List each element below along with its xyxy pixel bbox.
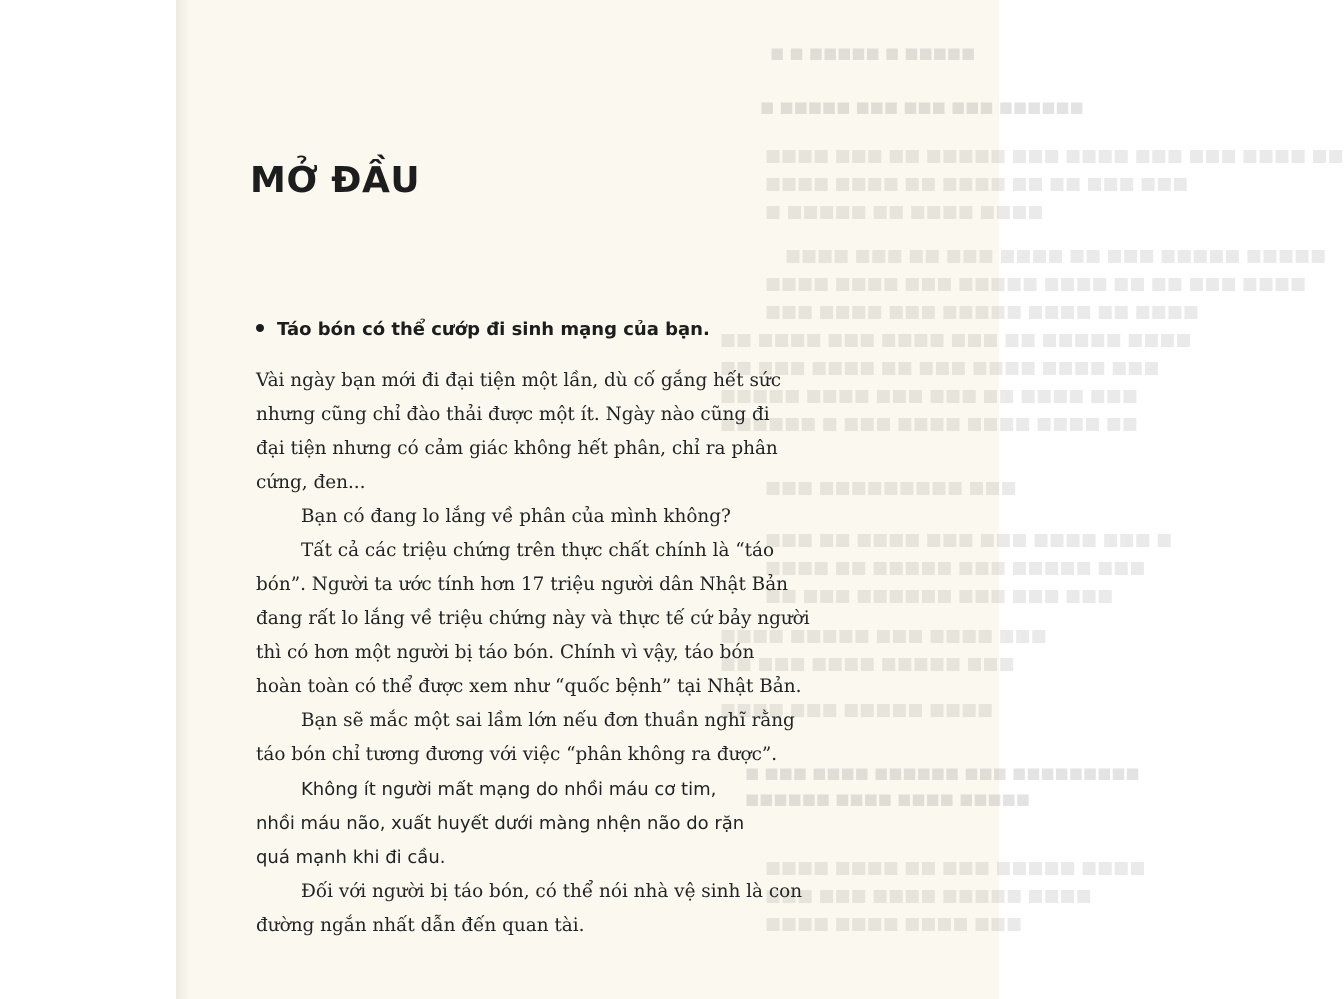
body-line: Tất cả các triệu chứng trên thực chất chính là “táo: [301, 540, 775, 561]
body-line: thì có hơn một người bị táo bón. Chính vì vậy, táo bón: [256, 642, 755, 663]
body-line: Bạn có đang lo lắng về phân của mình không?: [301, 506, 731, 527]
bullet-icon: [256, 324, 264, 332]
body-line: cứng, đen...: [256, 472, 366, 493]
body-line: hoàn toàn có thể được xem như “quốc bệnh” tại Nhật Bản.: [256, 676, 802, 697]
body-line: Bạn sẽ mắc một sai lầm lớn nếu đơn thuần nghĩ rằng: [301, 710, 795, 731]
body-line: táo bón chỉ tương đương với việc “phân không ra được”.: [256, 744, 778, 765]
body-line: đường ngắn nhất dẫn đến quan tài.: [256, 915, 585, 936]
body-line: Không ít người mất mạng do nhồi máu cơ tim,: [301, 779, 717, 800]
body-line: nhồi máu não, xuất huyết dưới màng nhện não do rặn: [256, 813, 745, 834]
page-gutter-shadow: [176, 0, 190, 999]
chapter-title: MỞ ĐẦU: [250, 160, 421, 201]
section-heading-text: Táo bón có thể cướp đi sinh mạng của bạn.: [277, 319, 710, 340]
show-through-texture: ■■■■■■ ■■■■ ■■■ ■■ ■■■■■ ■■■ ■■■■ ■■■ ■■■ ■■■■ ■■ ■■ ■■ ■■■ ■■■ ■■■■ ■■■■ ■■■ ■■ ■■■ ■■■■ ■■ ■■■ ■■■■■ ■■■■■ ■■■■ ■■■■ ■■■ ■■■■■ ■■■■ ■■ ■■ ■■■ ■■■■ ■■■■ ■■ ■■■■ ■■ ■■■■■ ■■■■ ■■■■ ■■■■ ■■■ ■■■■ ■■■ ■■■■ ■■ ■■■ ■■■■ ■■■ ■ ■■■■■ ■■■ ■■■ ■■■ ■■■ ■■■■■■■■■ ■■■■■ ■■■■ ■■■■: [765, 98, 1344, 906]
body-line: đang rất lo lắng về triệu chứng này và thực tế cứ bảy người: [256, 608, 810, 629]
body-line: đại tiện nhưng có cảm giác không hết phân, chỉ ra phân: [256, 438, 778, 459]
section-heading: [256, 319, 710, 340]
body-line: quá mạnh khi đi cầu.: [256, 847, 446, 868]
body-line: Đối với người bị táo bón, có thể nói nhà vệ sinh là con: [301, 881, 803, 902]
body-line: nhưng cũng chỉ đào thải được một ít. Ngày nào cũng đi: [256, 404, 770, 425]
body-line: Vài ngày bạn mới đi đại tiện một lần, dù cố gắng hết sức: [256, 370, 782, 391]
body-line: bón”. Người ta ước tính hơn 17 triệu người dân Nhật Bản: [256, 574, 788, 595]
